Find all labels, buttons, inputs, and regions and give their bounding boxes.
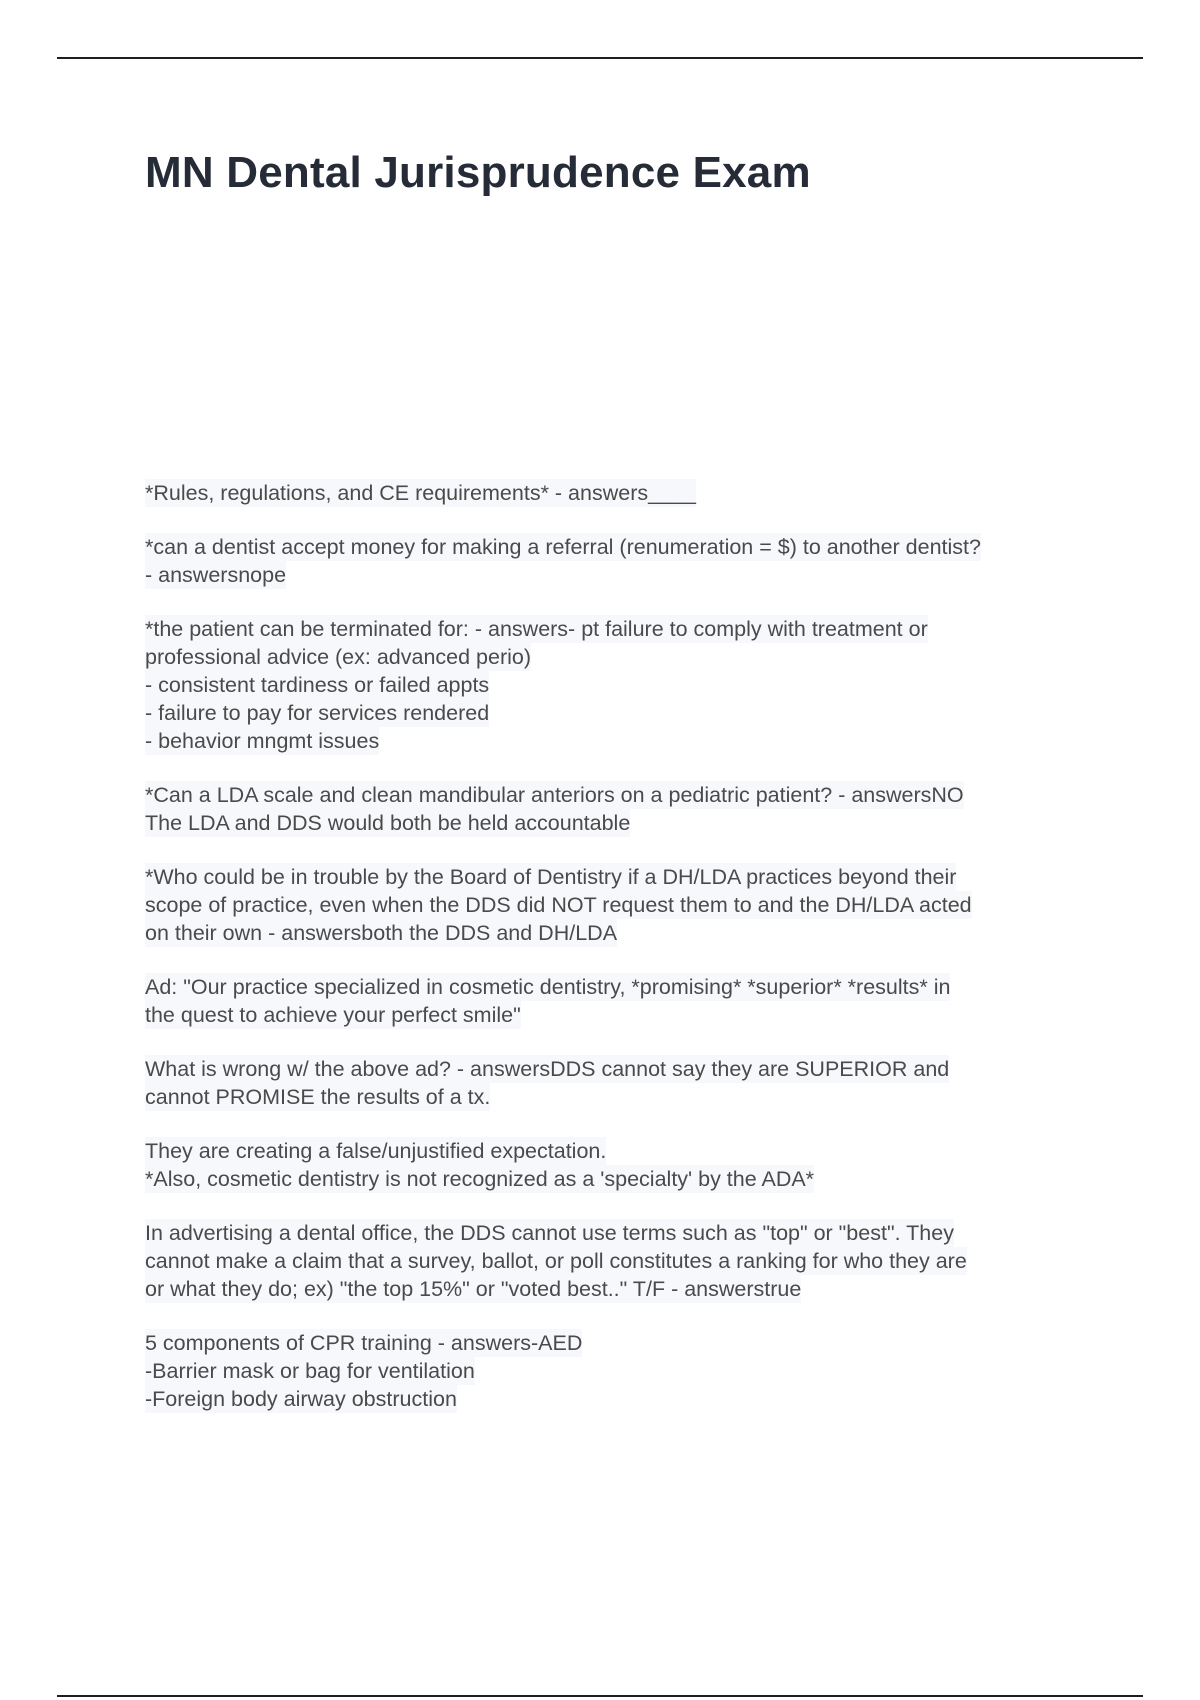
qa-entry-8	[145, 1137, 1095, 1193]
qa-entry-2	[145, 533, 1095, 589]
qa-entry-1	[145, 479, 1095, 507]
qa-line: - behavior mngmt issues	[145, 729, 380, 753]
qa-entry-6	[145, 973, 1095, 1029]
page-title: MN Dental Jurisprudence Exam	[145, 148, 811, 197]
qa-line: *Rules, regulations, and CE requirements* - answers____	[145, 481, 696, 505]
qa-line: *the patient can be terminated for: - answers- pt failure to comply with treatment or	[145, 617, 928, 641]
qa-line: Ad: "Our practice specialized in cosmetic dentistry, *promising* *superior* *results* in	[145, 975, 951, 999]
qa-line: *can a dentist accept money for making a referral (renumeration = $) to another dentist?	[145, 535, 981, 559]
qa-entry-9	[145, 1219, 1095, 1303]
top-rule	[57, 57, 1143, 59]
qa-line: - consistent tardiness or failed appts	[145, 673, 490, 697]
qa-line: - failure to pay for services rendered	[145, 701, 490, 725]
qa-line: cannot PROMISE the results of a tx.	[145, 1085, 491, 1109]
qa-line: -Barrier mask or bag for ventilation	[145, 1359, 475, 1383]
qa-line: They are creating a false/unjustified expectation.	[145, 1139, 607, 1163]
qa-list	[145, 479, 1095, 1439]
qa-line: What is wrong w/ the above ad? - answersDDS cannot say they are SUPERIOR and	[145, 1057, 950, 1081]
qa-line: - answersnope	[145, 563, 287, 587]
qa-entry-7	[145, 1055, 1095, 1111]
qa-line: In advertising a dental office, the DDS cannot use terms such as "top" or "best". They	[145, 1221, 954, 1245]
qa-line: -Foreign body airway obstruction	[145, 1387, 457, 1411]
qa-line: *Also, cosmetic dentistry is not recognized as a 'specialty' by the ADA*	[145, 1167, 815, 1191]
qa-line: or what they do; ex) "the top 15%" or "voted best.." T/F - answerstrue	[145, 1277, 802, 1301]
qa-entry-3	[145, 615, 1095, 755]
qa-line: on their own - answersboth the DDS and DH/LDA	[145, 921, 618, 945]
qa-entry-4	[145, 781, 1095, 837]
qa-entry-10	[145, 1329, 1095, 1413]
qa-line: scope of practice, even when the DDS did NOT request them to and the DH/LDA acted	[145, 893, 972, 917]
qa-line: *Can a LDA scale and clean mandibular anteriors on a pediatric patient? - answersNO	[145, 783, 964, 807]
qa-line: cannot make a claim that a survey, ballot, or poll constitutes a ranking for who they are	[145, 1249, 967, 1273]
qa-line: *Who could be in trouble by the Board of Dentistry if a DH/LDA practices beyond their	[145, 865, 957, 889]
qa-entry-5	[145, 863, 1095, 947]
bottom-rule	[57, 1695, 1143, 1697]
qa-line: The LDA and DDS would both be held accountable	[145, 811, 631, 835]
qa-line: the quest to achieve your perfect smile"	[145, 1003, 521, 1027]
qa-line: 5 components of CPR training - answers-AED	[145, 1331, 583, 1355]
qa-line: professional advice (ex: advanced perio)	[145, 645, 532, 669]
